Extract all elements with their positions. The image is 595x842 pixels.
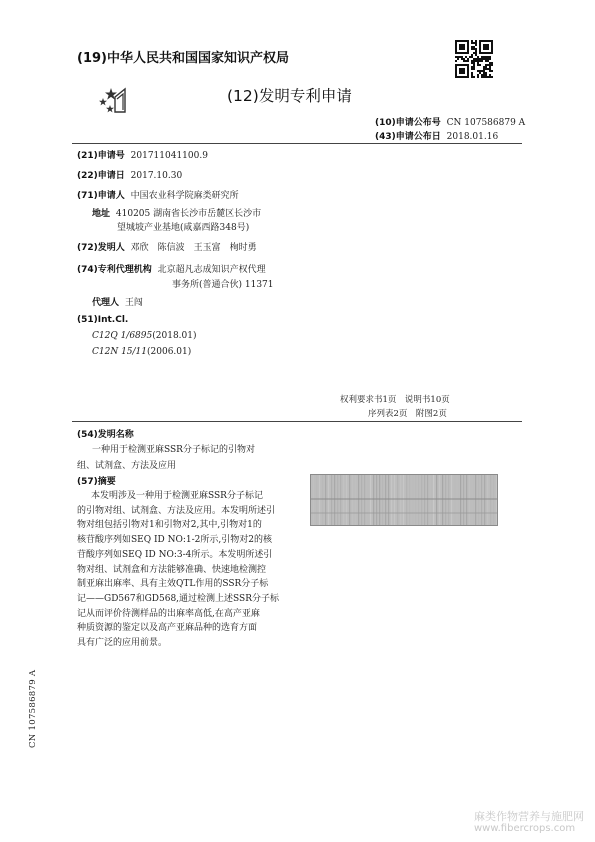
abstract-line: 具有广泛的应用前景。 xyxy=(77,638,168,648)
filing-date-label: (22)申请日 xyxy=(77,171,125,181)
abstract-line: 记从而评价待测样品的出麻率高低,在高产亚麻 xyxy=(77,608,260,619)
applicant-label: (71)申请人 xyxy=(77,191,125,201)
filing-date xyxy=(77,168,182,181)
abstract-divider xyxy=(72,421,522,422)
inventors xyxy=(77,240,257,253)
patent-office-emblem-icon xyxy=(98,84,130,116)
address-line-2: 望城坡产业基地(咸嘉西路348号) xyxy=(117,223,250,233)
publication-number-label: (10)申请公布号 xyxy=(375,118,441,128)
publication-number-value: CN 107586879 A xyxy=(446,118,526,128)
applicant xyxy=(77,188,239,201)
watermark-url: www.fibercrops.com xyxy=(474,823,576,834)
agent-value: 王闯 xyxy=(124,298,143,308)
invention-title-line-1: 一种用于检测亚麻SSR分子标记的引物对 xyxy=(92,445,255,455)
invention-title-line-2: 组、试剂盒、方法及应用 xyxy=(77,461,177,471)
abstract-line: 本发明涉及一种用于检测亚麻SSR分子标记 xyxy=(91,491,263,501)
patent-agency-line-1: 北京超凡志成知识产权代理 xyxy=(157,265,266,275)
abstract-line: 记——GD567和GD568,通过检测上述SSR分子标 xyxy=(77,593,279,604)
watermark-text: 麻类作物营养与施肥网 xyxy=(474,810,584,823)
document-type-title: (12)发明专利申请 xyxy=(227,87,352,105)
agent xyxy=(92,295,143,308)
address xyxy=(92,206,261,219)
address-label: 地址 xyxy=(92,209,111,219)
abstract-text xyxy=(77,489,302,659)
application-number-value: 201711041100.9 xyxy=(130,151,208,161)
ipc-date-1: (2018.01) xyxy=(152,331,197,341)
invention-title-label: (54)发明名称 xyxy=(77,430,134,440)
application-number-label: (21)申请号 xyxy=(77,151,125,161)
office-name: (19)中华人民共和国国家知识产权局 xyxy=(77,51,289,66)
abstract-figure xyxy=(310,474,498,526)
ipc-date-2: (2006.01) xyxy=(147,347,192,357)
ipc-code-1: C12Q 1/6895 xyxy=(92,331,153,341)
application-number xyxy=(77,148,208,161)
page-count-line-2: 序列表2页 附图2页 xyxy=(368,409,447,419)
abstract-label: (57)摘要 xyxy=(77,477,116,487)
abstract-line: 物对组包括引物对1和引物对2,其中,引物对1的 xyxy=(77,520,262,531)
patent-agency-line-2: 事务所(普通合伙) 11371 xyxy=(172,280,274,290)
address-line-1: 410205 湖南省长沙市岳麓区长沙市 xyxy=(115,209,262,219)
page-count-line-1: 权利要求书1页 说明书10页 xyxy=(340,395,450,405)
side-publication-number: CN 107586879 A xyxy=(28,669,38,748)
publication-date xyxy=(375,129,498,142)
patent-agency-label: (74)专利代理机构 xyxy=(77,265,152,275)
publication-date-value: 2018.01.16 xyxy=(446,132,499,142)
header-divider xyxy=(72,143,522,144)
int-cl-label: (51)Int.Cl. xyxy=(77,315,129,325)
abstract-line: 制亚麻出麻率、具有主效QTL作用的SSR分子标 xyxy=(77,579,269,590)
applicant-value: 中国农业科学院麻类研究所 xyxy=(130,191,239,201)
abstract-line: 核苷酸序列如SEQ ID NO:1-2所示,引物对2的核 xyxy=(77,535,272,546)
ipc-class-1 xyxy=(92,331,197,341)
abstract-line: 苷酸序列如SEQ ID NO:3-4所示。本发明所述引 xyxy=(77,549,273,560)
inventors-label: (72)发明人 xyxy=(77,243,125,253)
patent-agency xyxy=(77,262,266,275)
publication-date-label: (43)申请公布日 xyxy=(375,132,441,142)
filing-date-value: 2017.10.30 xyxy=(130,171,183,181)
abstract-line: 物对组、试剂盒和方法能够准确、快速地检测控 xyxy=(77,564,267,575)
ipc-code-2: C12N 15/11 xyxy=(92,347,148,357)
abstract-line: 的引物对组、试剂盒、方法及应用。本发明所述引 xyxy=(77,505,276,516)
publication-number xyxy=(375,115,525,128)
inventors-value: 邓欣 陈信波 王玉富 栒时勇 xyxy=(130,243,257,253)
abstract-line: 种质资源的鉴定以及高产亚麻品种的选育方面 xyxy=(77,623,258,634)
ipc-class-2 xyxy=(92,347,191,357)
agent-label: 代理人 xyxy=(92,298,120,308)
qr-code-icon xyxy=(455,40,493,78)
